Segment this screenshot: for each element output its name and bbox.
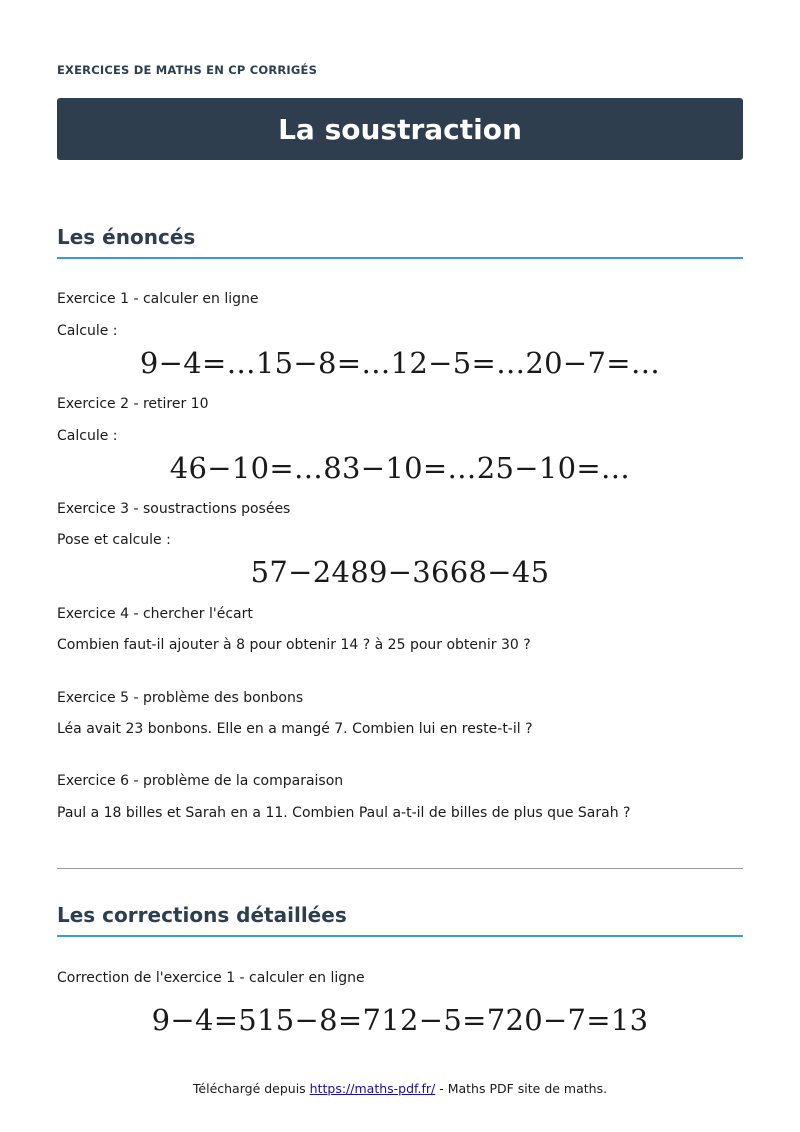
exercise-4-text: Combien faut-il ajouter à 8 pour obtenir 14 ? à 25 pour obtenir 30 ? [57, 637, 531, 653]
exercise-6-title: Exercice 6 - problème de la comparaison [57, 773, 344, 789]
exercise-3-math: 57−2489−3668−45 [250, 555, 550, 589]
exercise-1-instruction: Calcule : [57, 323, 118, 339]
exercise-6-text: Paul a 18 billes et Sarah en a 11. Combien Paul a-t-il de billes de plus que Sarah ? [57, 805, 631, 821]
exercise-4-title: Exercice 4 - chercher l'écart [57, 606, 253, 622]
exercise-2-instruction: Calcule : [57, 428, 118, 444]
exercise-5-title: Exercice 5 - problème des bonbons [57, 690, 304, 706]
footer-prefix: Téléchargé depuis [192, 1081, 310, 1096]
exercise-3-instruction: Pose et calcule : [57, 532, 171, 548]
correction-1-title: Correction de l'exercice 1 - calculer en ligne [57, 970, 365, 986]
section-heading-corrections: Les corrections détaillées [57, 903, 743, 937]
exercise-2-title: Exercice 2 - retirer 10 [57, 396, 209, 412]
exercise-1-title: Exercice 1 - calculer en ligne [57, 291, 259, 307]
correction-1-math: 9−4=515−8=712−5=720−7=13 [151, 1003, 649, 1037]
exercise-2-math: 46−10=…83−10=…25−10=… [169, 451, 631, 485]
footer-link[interactable]: https://maths-pdf.fr/ [309, 1081, 436, 1096]
footer [0, 1081, 800, 1096]
exercise-1-math: 9−4=…15−8=…12−5=…20−7=… [139, 346, 661, 380]
footer-suffix: - Maths PDF site de maths. [435, 1081, 608, 1096]
exercise-5-text: Léa avait 23 bonbons. Elle en a mangé 7. Combien lui en reste-t-il ? [57, 721, 533, 737]
exercise-3-title: Exercice 3 - soustractions posées [57, 501, 291, 517]
title-banner [57, 98, 743, 160]
section-divider [57, 868, 743, 869]
page-title: La soustraction [278, 112, 522, 146]
top-label: EXERCICES DE MATHS EN CP CORRIGÉS [57, 63, 318, 77]
section-heading-enonces: Les énoncés [57, 225, 743, 259]
